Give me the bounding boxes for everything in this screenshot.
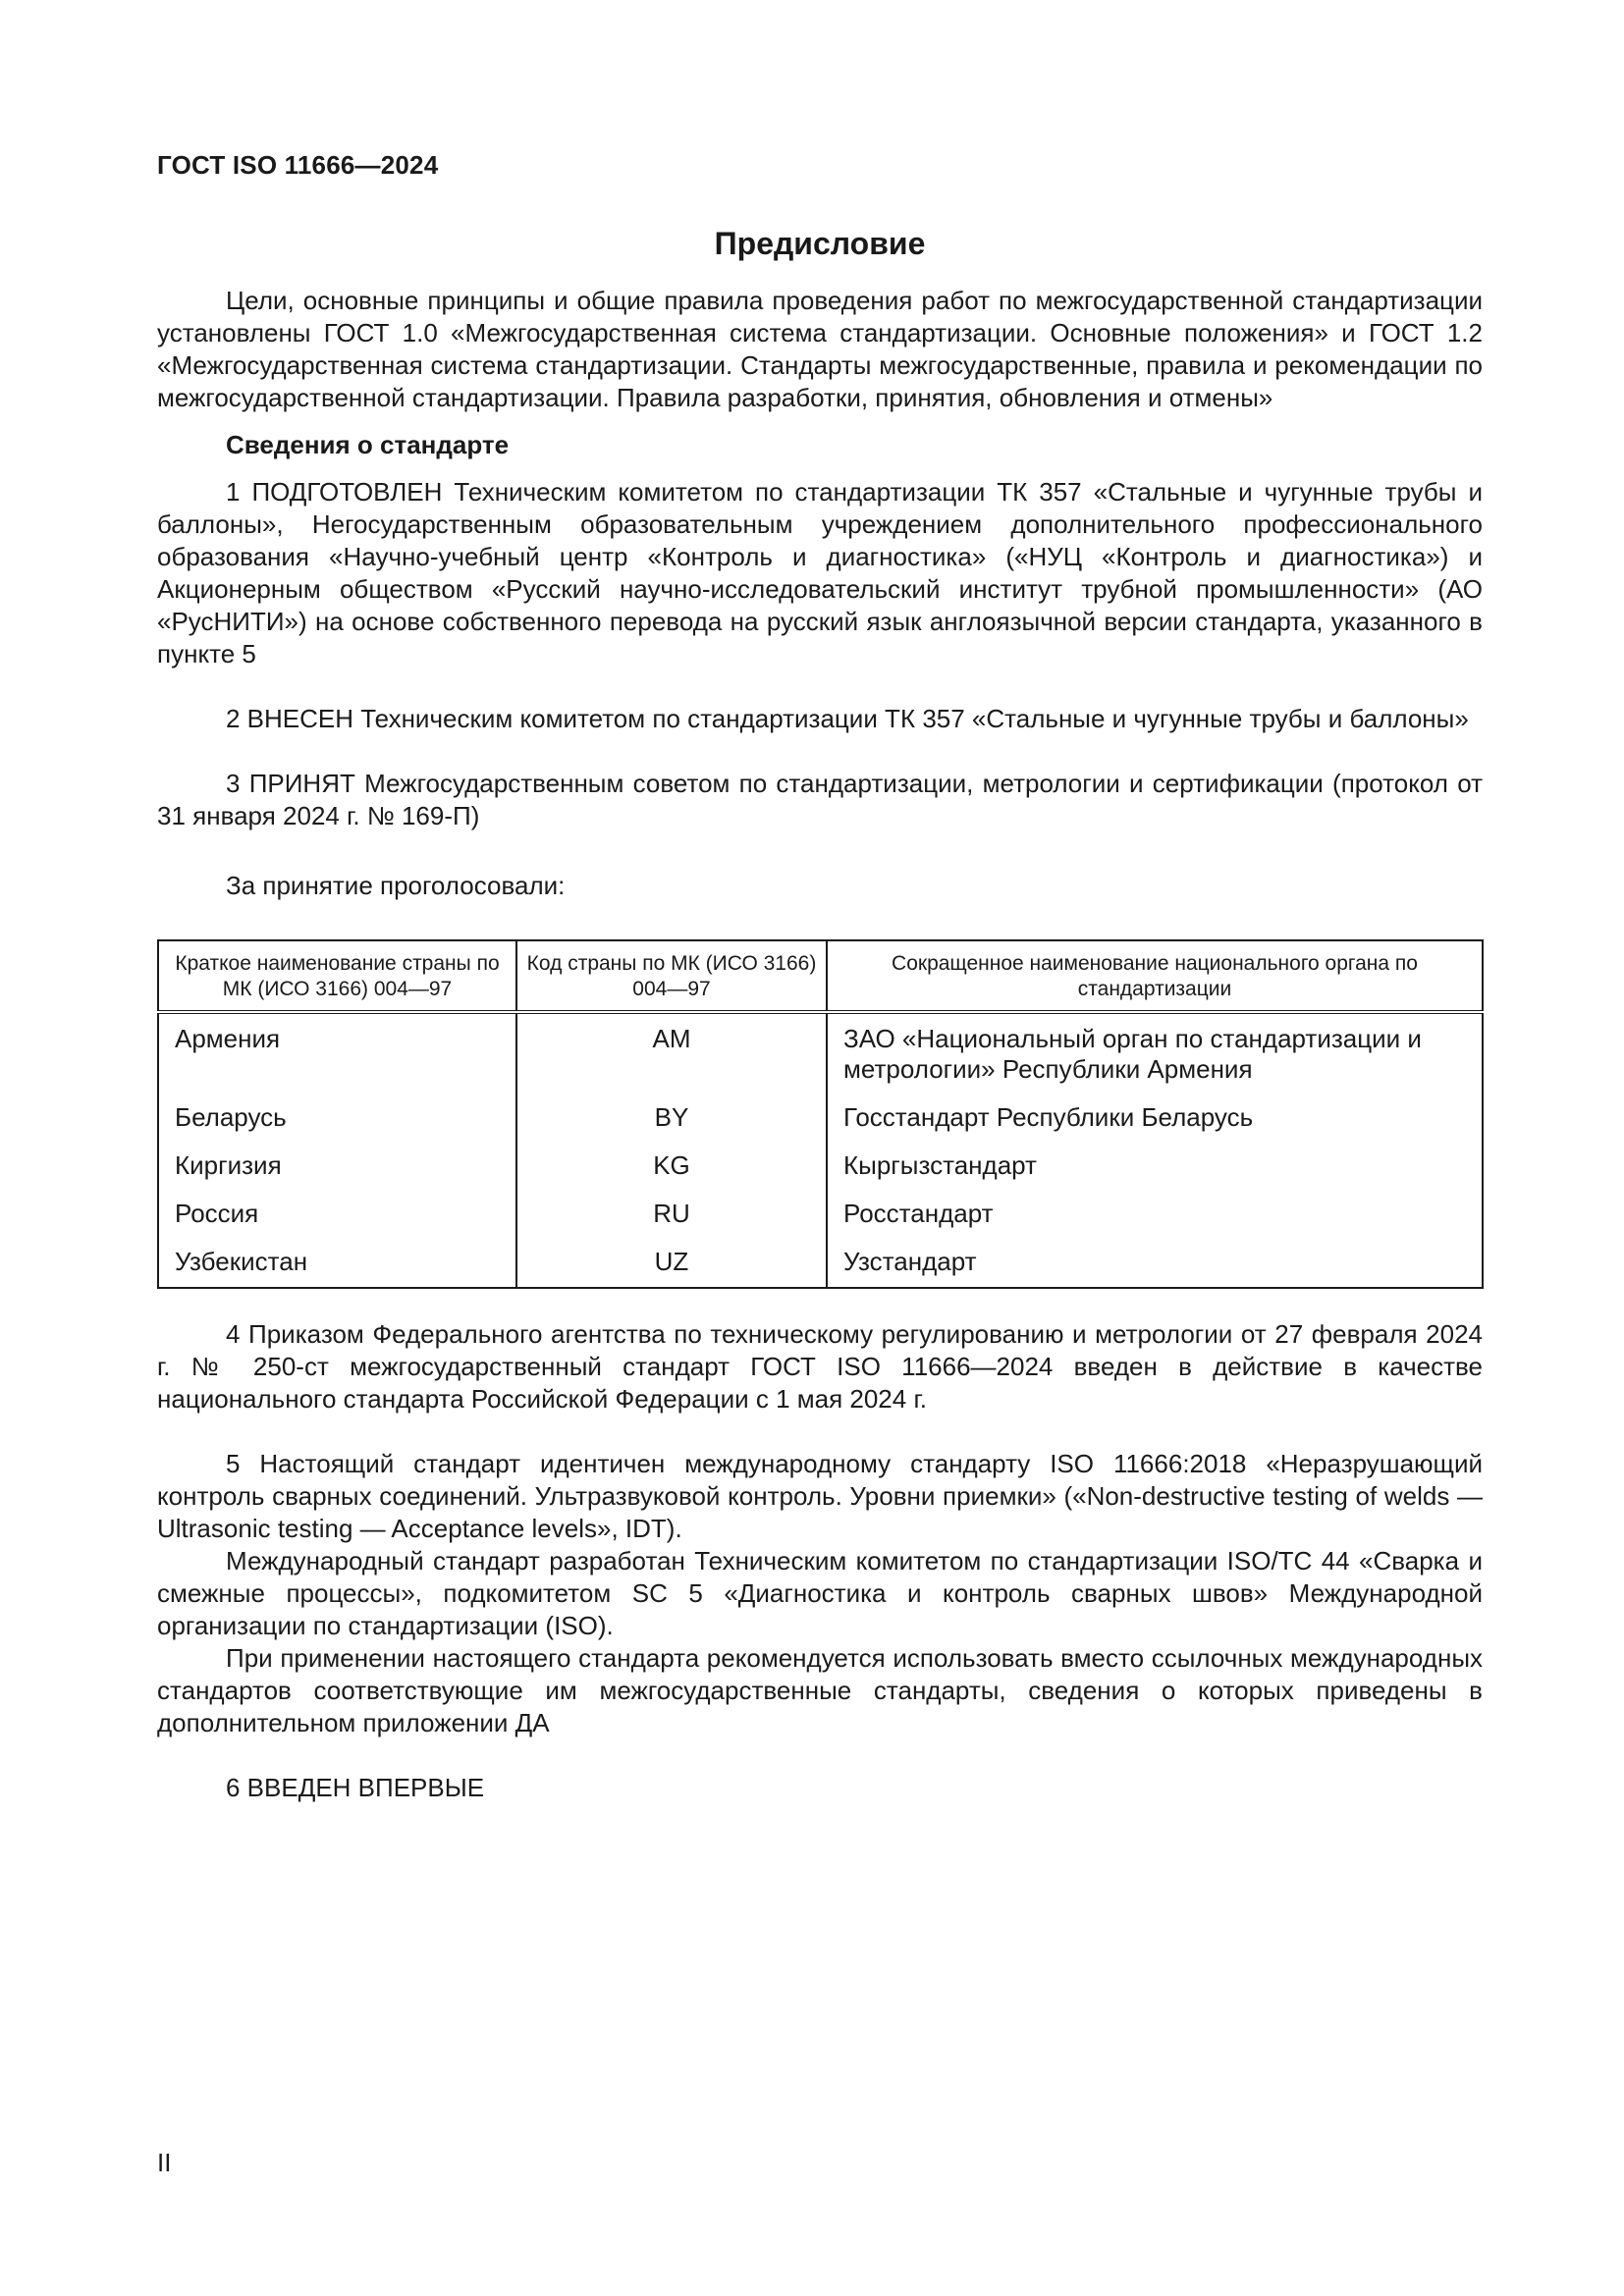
header-country-code: Код страны по МК (ИСО 3166) 004—97 <box>516 940 827 1012</box>
section-subtitle: Сведения о стандарте <box>226 430 510 459</box>
country-cell: Армения <box>175 1024 281 1053</box>
body-cell: Узстандарт <box>827 1241 1483 1288</box>
table-row <box>158 1193 1483 1241</box>
table-header-row <box>158 940 1483 1012</box>
document-page <box>157 0 1483 2296</box>
body-cell: Кыргызстандарт <box>827 1145 1483 1193</box>
body-cell: Госстандарт Республики Беларусь <box>827 1096 1483 1145</box>
header-national-body: Сокращенное наименование национального органа по стандартизации <box>827 940 1483 1012</box>
intro-paragraph: Цели, основные принципы и общие правила проведения работ по межгосударственной стандартизации установлены ГОСТ 1.0 «Межгосударственная система стандартизации. Основные положения» и ГОСТ 1.2 «Межгосударственная система стандартизации. Стандарты межгосударственные, правила и рекомендации по межгосударственной стандартизации. Правила разработки, принятия, обновления и отмены» <box>157 286 1483 412</box>
item-4-paragraph: 4 Приказом Федерального агентства по техническому регулированию и метрологии от 27 февраля 2024 г. № 250-ст межгосударственный стандарт ГОСТ ISO 11666—2024 введен в действие в качестве национального стандарта Российской Федерации с 1 мая 2024 г. <box>157 1319 1483 1414</box>
page-title: Предисловие <box>714 226 926 261</box>
voting-countries-table <box>157 939 1484 1289</box>
table-row <box>158 1012 1483 1096</box>
table-row <box>158 1241 1483 1288</box>
document-code: ГОСТ ISO 11666—2024 <box>157 150 439 180</box>
country-cell: Узбекистан <box>175 1247 308 1276</box>
code-cell: BY <box>516 1096 827 1145</box>
country-cell: Киргизия <box>175 1150 282 1180</box>
code-cell: UZ <box>516 1241 827 1288</box>
vote-intro: За принятие проголосовали: <box>226 871 566 900</box>
item-5-international-paragraph: Международный стандарт разработан Техническим комитетом по стандартизации ISO/TC 44 «Сварка и смежные процессы», подкомитетом SC 5 «Диагностика и контроль сварных швов» Международной организации по стандартизации (ISO). <box>157 1546 1483 1640</box>
table-row <box>158 1096 1483 1145</box>
code-cell: KG <box>516 1145 827 1193</box>
item-2-paragraph: 2 ВНЕСЕН Техническим комитетом по стандартизации ТК 357 «Стальные и чугунные трубы и баллоны» <box>226 704 1469 733</box>
item-5-paragraph: 5 Настоящий стандарт идентичен международному стандарту ISO 11666:2018 «Неразрушающий контроль сварных соединений. Ультразвуковой контроль. Уровни приемки» («Non-destructive testing of welds — Ultrasonic testing — Acceptance levels», IDT). <box>157 1449 1483 1543</box>
body-cell: Росстандарт <box>827 1193 1483 1241</box>
code-cell: RU <box>516 1193 827 1241</box>
table-row <box>158 1145 1483 1193</box>
header-country-name: Краткое наименование страны по МК (ИСО 3166) 004—97 <box>158 940 516 1012</box>
code-cell: AM <box>516 1012 827 1096</box>
country-cell: Россия <box>175 1199 259 1228</box>
page-number: II <box>157 2148 172 2177</box>
item-5-application-paragraph: При применении настоящего стандарта рекомендуется использовать вместо ссылочных международных стандартов соответствующие им межгосударственные стандарты, сведения о которых приведены в дополнительном приложении ДА <box>157 1643 1483 1737</box>
document-body <box>157 285 1483 1804</box>
item-6-paragraph: 6 ВВЕДЕН ВПЕРВЫЕ <box>226 1773 485 1802</box>
item-1-paragraph: 1 ПОДГОТОВЛЕН Техническим комитетом по стандартизации ТК 357 «Стальные и чугунные трубы и баллоны», Негосударственным образовательным учреждением дополнительного профессионального образования «Научно-учебный центр «Контроль и диагностика» («НУЦ «Контроль и диагностика») и Акционерным обществом «Русский научно-исследовательский институт трубной промышленности» (АО «РусНИТИ») на основе собственного перевода на русский язык англоязычной версии стандарта, указанного в пункте 5 <box>157 477 1483 668</box>
item-3-paragraph: 3 ПРИНЯТ Межгосударственным советом по стандартизации, метрологии и сертификации (протокол от 31 января 2024 г. № 169-П) <box>157 769 1483 830</box>
body-cell: ЗАО «Национальный орган по стандартизации и метрологии» Республики Армения <box>827 1012 1483 1096</box>
country-cell: Беларусь <box>175 1102 287 1132</box>
